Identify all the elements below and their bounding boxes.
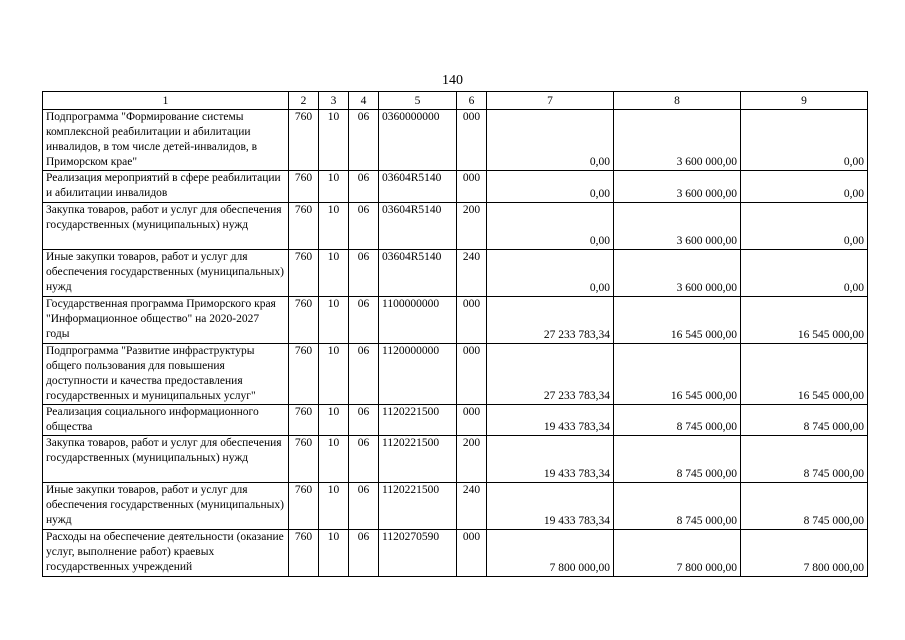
row-name: Государственная программа Приморского края "Информационное общество" на 2020-2027 годы [43,297,289,344]
row-code-col6: 000 [457,171,487,203]
table-row [43,436,868,483]
row-code-col3: 10 [319,203,349,250]
row-code-col3: 10 [319,297,349,344]
column-header: 3 [319,92,349,110]
row-amount-col7: 0,00 [487,171,614,203]
table-row [43,203,868,250]
row-amount-col9: 0,00 [741,203,868,250]
table-row [43,171,868,203]
row-code-col2: 760 [289,405,319,436]
row-code-col4: 06 [349,530,379,577]
column-header: 8 [614,92,741,110]
row-code-col4: 06 [349,405,379,436]
row-name: Закупка товаров, работ и услуг для обеспечения государственных (муниципальных) нужд [43,436,289,483]
table-header-row [43,92,868,110]
row-name: Реализация социального информационного общества [43,405,289,436]
row-amount-col8: 3 600 000,00 [614,171,741,203]
row-amount-col9: 16 545 000,00 [741,297,868,344]
row-code-col6: 000 [457,344,487,405]
budget-table [42,91,868,577]
row-code-col5: 1120270590 [379,530,457,577]
row-amount-col7: 19 433 783,34 [487,405,614,436]
row-amount-col8: 8 745 000,00 [614,483,741,530]
row-amount-col9: 0,00 [741,110,868,171]
row-amount-col7: 7 800 000,00 [487,530,614,577]
row-amount-col9: 0,00 [741,250,868,297]
table-row [43,250,868,297]
row-code-col3: 10 [319,483,349,530]
row-amount-col8: 3 600 000,00 [614,203,741,250]
row-code-col5: 0360000000 [379,110,457,171]
row-code-col4: 06 [349,436,379,483]
column-header: 2 [289,92,319,110]
row-code-col5: 03604R5140 [379,171,457,203]
row-code-col2: 760 [289,436,319,483]
row-code-col4: 06 [349,250,379,297]
row-code-col4: 06 [349,171,379,203]
row-amount-col9: 7 800 000,00 [741,530,868,577]
column-header: 9 [741,92,868,110]
row-code-col3: 10 [319,110,349,171]
column-header: 6 [457,92,487,110]
row-amount-col7: 0,00 [487,110,614,171]
row-code-col5: 03604R5140 [379,250,457,297]
table-row [43,530,868,577]
row-amount-col8: 3 600 000,00 [614,250,741,297]
column-header: 7 [487,92,614,110]
row-code-col4: 06 [349,203,379,250]
row-code-col5: 03604R5140 [379,203,457,250]
row-code-col6: 000 [457,297,487,344]
row-name: Расходы на обеспечение деятельности (оказание услуг, выполнение работ) краевых государственных учреждений [43,530,289,577]
row-amount-col9: 16 545 000,00 [741,344,868,405]
row-amount-col8: 16 545 000,00 [614,344,741,405]
column-header: 1 [43,92,289,110]
row-amount-col7: 27 233 783,34 [487,297,614,344]
row-code-col4: 06 [349,344,379,405]
table-row [43,297,868,344]
row-amount-col8: 8 745 000,00 [614,436,741,483]
row-code-col3: 10 [319,250,349,297]
row-code-col5: 1120221500 [379,483,457,530]
row-code-col2: 760 [289,344,319,405]
row-amount-col9: 8 745 000,00 [741,405,868,436]
row-code-col6: 200 [457,203,487,250]
row-name: Подпрограмма "Формирование системы комплексной реабилитации и абилитации инвалидов, в том числе детей-инвалидов, в Приморском крае" [43,110,289,171]
row-code-col6: 000 [457,110,487,171]
row-name: Реализация мероприятий в сфере реабилитации и абилитации инвалидов [43,171,289,203]
row-code-col5: 1120221500 [379,405,457,436]
row-amount-col9: 0,00 [741,171,868,203]
row-code-col2: 760 [289,110,319,171]
row-code-col4: 06 [349,483,379,530]
row-name: Иные закупки товаров, работ и услуг для обеспечения государственных (муниципальных) нужд [43,250,289,297]
row-amount-col7: 0,00 [487,203,614,250]
row-amount-col7: 19 433 783,34 [487,483,614,530]
row-code-col6: 240 [457,483,487,530]
row-code-col3: 10 [319,436,349,483]
row-code-col6: 000 [457,405,487,436]
row-code-col5: 1120000000 [379,344,457,405]
row-code-col5: 1120221500 [379,436,457,483]
column-header: 4 [349,92,379,110]
table-row [43,405,868,436]
row-code-col2: 760 [289,203,319,250]
row-code-col3: 10 [319,405,349,436]
row-code-col6: 240 [457,250,487,297]
row-code-col2: 760 [289,483,319,530]
page-number: 140 [442,73,463,88]
row-amount-col9: 8 745 000,00 [741,436,868,483]
row-code-col3: 10 [319,171,349,203]
row-amount-col7: 19 433 783,34 [487,436,614,483]
table-row [43,110,868,171]
row-amount-col7: 0,00 [487,250,614,297]
column-header: 5 [379,92,457,110]
row-amount-col9: 8 745 000,00 [741,483,868,530]
row-code-col4: 06 [349,110,379,171]
row-code-col6: 000 [457,530,487,577]
row-amount-col7: 27 233 783,34 [487,344,614,405]
row-code-col5: 1100000000 [379,297,457,344]
row-code-col2: 760 [289,297,319,344]
row-amount-col8: 8 745 000,00 [614,405,741,436]
row-name: Иные закупки товаров, работ и услуг для обеспечения государственных (муниципальных) нужд [43,483,289,530]
row-code-col3: 10 [319,530,349,577]
row-code-col4: 06 [349,297,379,344]
row-name: Подпрограмма "Развитие инфраструктуры общего пользования для повышения доступности и качества предоставления государственных и муниципальных услуг" [43,344,289,405]
row-code-col6: 200 [457,436,487,483]
row-code-col2: 760 [289,250,319,297]
row-code-col2: 760 [289,530,319,577]
row-code-col2: 760 [289,171,319,203]
row-amount-col8: 3 600 000,00 [614,110,741,171]
row-amount-col8: 7 800 000,00 [614,530,741,577]
row-code-col3: 10 [319,344,349,405]
row-name: Закупка товаров, работ и услуг для обеспечения государственных (муниципальных) нужд [43,203,289,250]
table-row [43,344,868,405]
row-amount-col8: 16 545 000,00 [614,297,741,344]
table-row [43,483,868,530]
